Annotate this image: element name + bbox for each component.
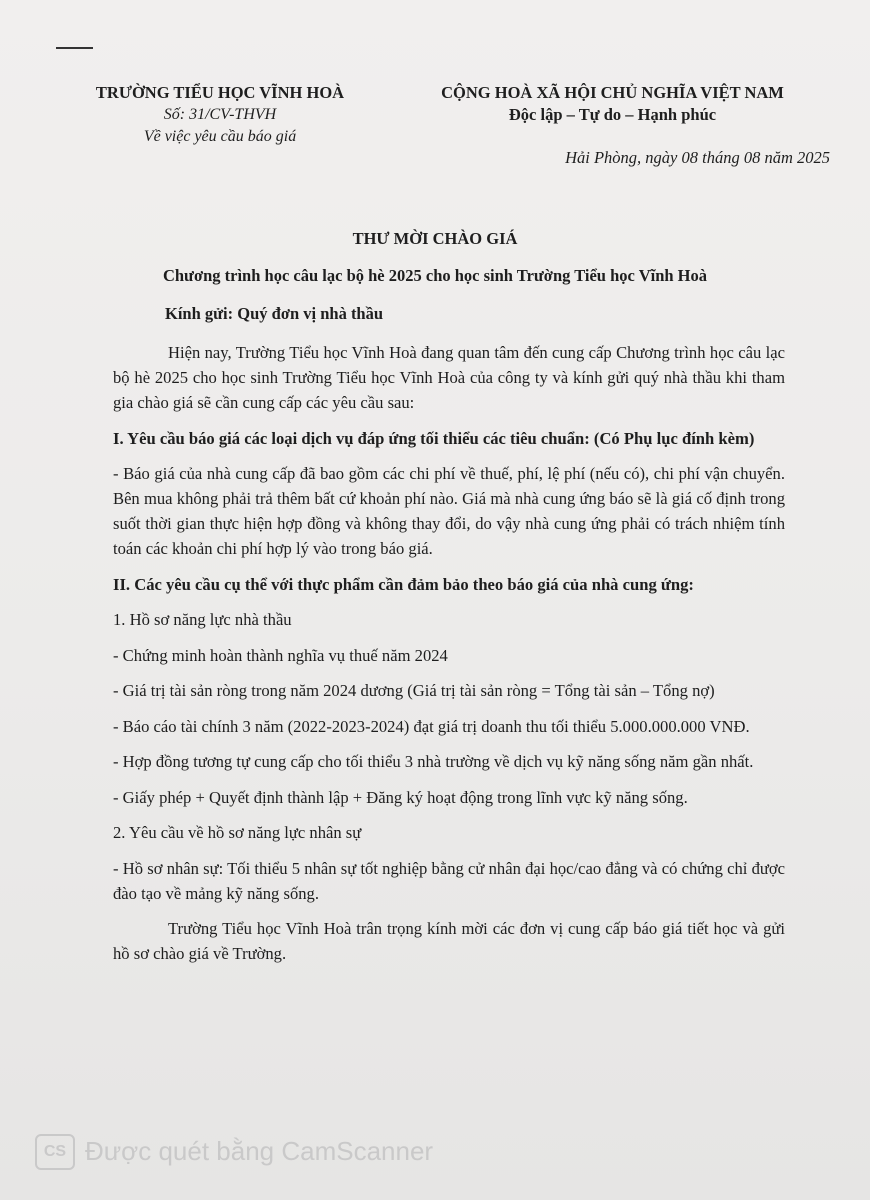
- closing-paragraph: Trường Tiểu học Vĩnh Hoà trân trọng kính mời các đơn vị cung cấp báo giá tiết học và gửi hồ sơ chào giá về Trường.: [113, 919, 785, 963]
- requirement-item: - Giá trị tài sản ròng trong năm 2024 dương (Giá trị tài sản ròng = Tổng tài sản – Tổng nợ): [113, 681, 715, 700]
- document-subject: Về việc yêu cầu báo giá: [143, 128, 297, 145]
- greeting-line: Kính gửi: Quý đơn vị nhà thầu: [165, 304, 384, 323]
- document-number: Số: 31/CV-THVH: [163, 106, 277, 123]
- corner-dash-mark: [56, 47, 93, 49]
- subsection-2-heading: 2. Yêu cầu về hồ sơ năng lực nhân sự: [113, 823, 362, 842]
- camscanner-logo-icon: CS: [35, 1134, 75, 1170]
- requirement-item: - Báo cáo tài chính 3 năm (2022-2023-2024) đạt giá trị doanh thu tối thiểu 5.000.000.000 VNĐ.: [113, 716, 750, 736]
- school-header-block: [40, 82, 400, 148]
- requirement-item: - Hợp đồng tương tự cung cấp cho tối thiểu 3 nhà trường về dịch vụ kỹ năng sống năm gần nhất.: [113, 752, 754, 771]
- school-name: TRƯỜNG TIỂU HỌC VĨNH HOÀ: [95, 83, 345, 102]
- national-motto: Độc lập – Tự do – Hạnh phúc: [508, 105, 717, 124]
- national-header-block: [400, 82, 825, 126]
- section-1-paragraph: - Báo giá của nhà cung cấp đã bao gồm các chi phí về thuế, phí, lệ phí (nếu có), chi phí vận chuyển. Bên mua không phải trả thêm bất cứ khoản phí nào. Giá mà nhà cung ứng báo sẽ là giá cố định trong suốt thời gian thực hiện hợp đồng và không thay đổi, do vậy nhà cung ứng phải có trách nhiệm tính toán các khoản chi phí hợp lý vào trong báo giá.: [113, 464, 785, 558]
- nation-name: CỘNG HOÀ XÃ HỘI CHỦ NGHĨA VIỆT NAM: [441, 83, 784, 102]
- document-subtitle: Chương trình học câu lạc bộ hè 2025 cho học sinh Trường Tiểu học Vĩnh Hoà: [162, 266, 708, 285]
- section-1-heading: I. Yêu cầu báo giá các loại dịch vụ đáp ứng tối thiểu các tiêu chuẩn: (Có Phụ lục đính kèm): [113, 428, 755, 448]
- subsection-1-heading: 1. Hồ sơ năng lực nhà thầu: [113, 610, 292, 629]
- document-body: [113, 340, 785, 977]
- document-title: THƯ MỜI CHÀO GIÁ: [352, 229, 518, 248]
- requirement-item: - Giấy phép + Quyết định thành lập + Đăng ký hoạt động trong lĩnh vực kỹ năng sống.: [113, 787, 688, 807]
- section-2-heading: II. Các yêu cầu cụ thể với thực phẩm cần đảm bảo theo báo giá của nhà cung ứng:: [113, 574, 694, 594]
- document-date: Hải Phòng, ngày 08 tháng 08 năm 2025: [565, 148, 830, 167]
- intro-paragraph: Hiện nay, Trường Tiểu học Vĩnh Hoà đang quan tâm đến cung cấp Chương trình học câu lạc bộ hè 2025 cho học sinh Trường Tiểu học Vĩnh Hoà của công ty và kính gửi quý nhà thầu khi tham gia chào giá sẽ cần cung cấp các yêu cầu sau:: [113, 343, 785, 412]
- requirement-item: - Hồ sơ nhân sự: Tối thiểu 5 nhân sự tốt nghiệp bằng cử nhân đại học/cao đẳng và có chứng chỉ được đào tạo về mảng kỹ năng sống.: [113, 858, 785, 903]
- requirement-item: - Chứng minh hoàn thành nghĩa vụ thuế năm 2024: [113, 645, 448, 665]
- camscanner-watermark: Được quét bằng CamScanner: [85, 1136, 434, 1166]
